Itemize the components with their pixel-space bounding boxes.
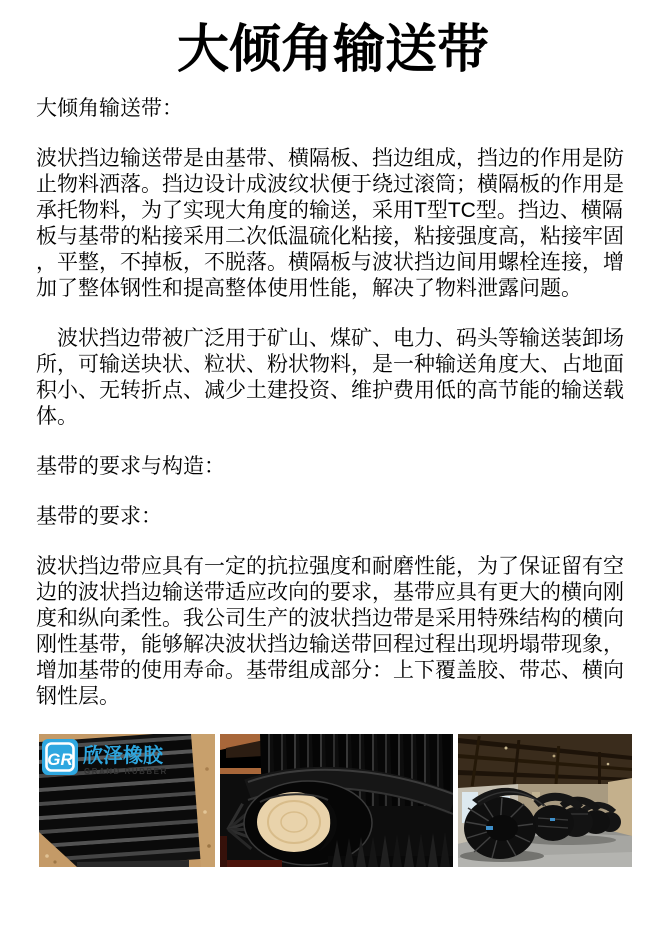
paragraph-intro-label: 大倾角输送带：: [36, 97, 183, 120]
paragraph-composition: 波状挡边输送带是由基带、横隔板、挡边组成，挡边的作用是防止物料洒落。挡边设计成波纹状便于绕过滚筒；横隔板的作用是承托物料，为了实现大角度的输送，采用T型TC型。挡边、横隔板与基带的粘接采用二次低温硫化粘接，粘接强度高，粘接牢固，平整，不掉板，不脱落。横隔板与波状挡边间用螺栓连接，增加了整体钢性和提高整体使用性能，解决了物料泄露问题。: [36, 147, 624, 300]
heading-base-belt-requirements-structure: 基带的要求与构造：: [36, 455, 225, 478]
product-photo-corrugated-panel: [39, 734, 215, 867]
logo-name-cn: 欣泽橡胶: [83, 745, 163, 767]
product-photo-row: [39, 734, 630, 867]
logo-name-en: GRAND RUBBER: [84, 767, 168, 776]
logo-monogram: GR: [47, 750, 73, 769]
product-photo-warehouse-belts: [458, 734, 632, 867]
page-title: 大倾角输送带: [176, 21, 489, 79]
product-photo-looped-belt: [220, 734, 453, 867]
heading-base-belt-requirements: 基带的要求：: [36, 505, 162, 528]
paragraph-applications: 波状挡边带被广泛用于矿山、煤矿、电力、码头等输送装卸场所，可输送块状、粒状、粉状物料，是一种输送角度大、占地面积小、无转折点、减少土建投资、维护费用低的高节能的输送载体。: [36, 327, 624, 428]
paragraph-base-belt-details: 波状挡边带应具有一定的抗拉强度和耐磨性能，为了保证留有空边的波状挡边输送带适应改向的要求，基带应具有更大的横向刚度和纵向柔性。我公司生产的波状挡边带是采用特殊结构的横向刚性基带，能够解决波状挡边输送带回程过程出现坍塌带现象，增加基带的使用寿命。基带组成部分：上下覆盖胶、带芯、横向钢性层。: [36, 555, 624, 708]
grand-rubber-logo: [42, 739, 168, 776]
